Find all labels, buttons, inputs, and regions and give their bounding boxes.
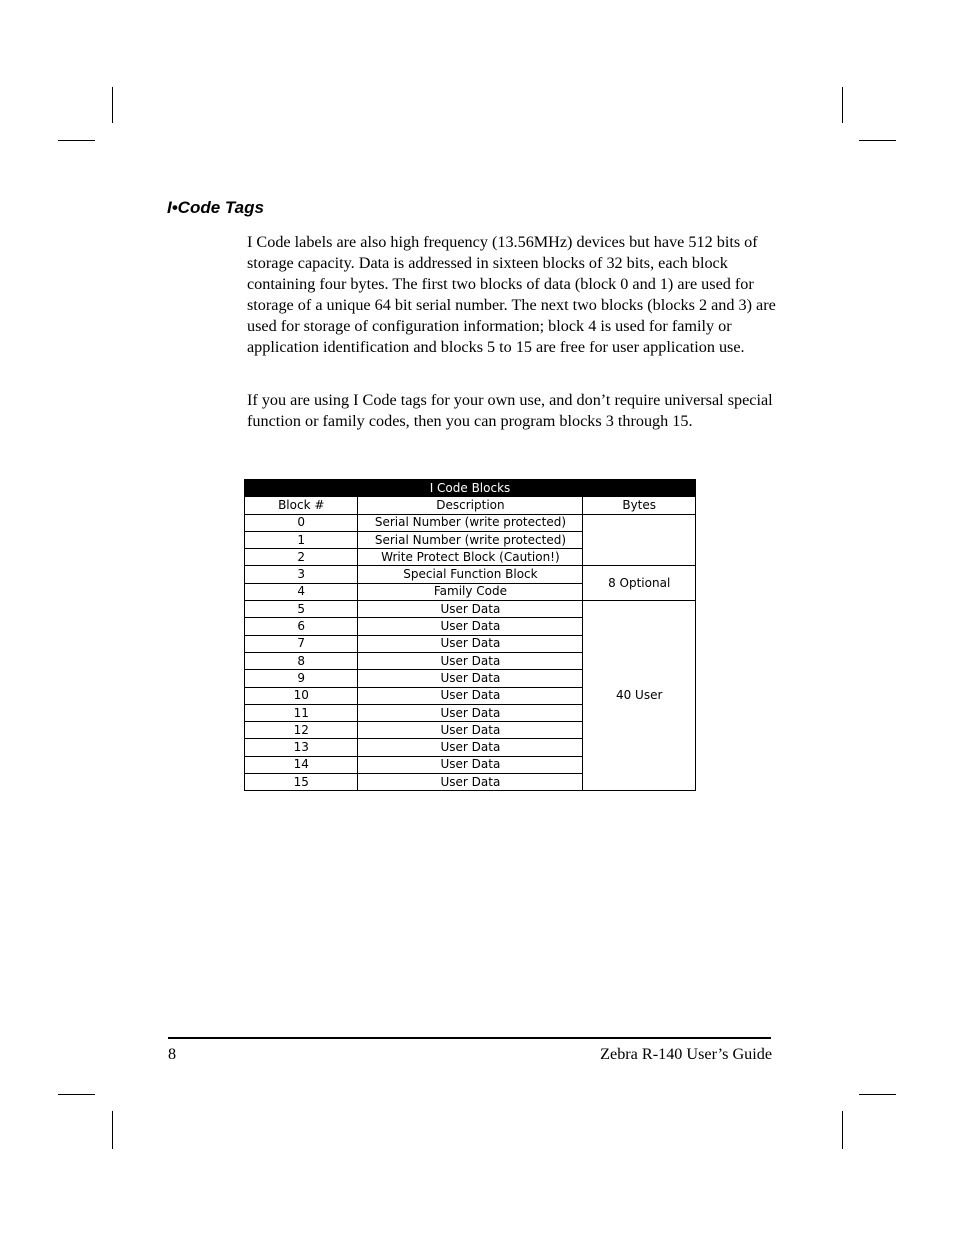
description-cell: User Data <box>358 756 583 773</box>
icode-blocks-table <box>244 479 696 791</box>
block-number-cell: 11 <box>245 704 358 721</box>
bytes-group-cell: 8 Optional <box>583 566 696 601</box>
description-cell: Family Code <box>358 583 583 600</box>
block-number-cell: 0 <box>245 514 358 531</box>
crop-mark <box>842 1111 843 1149</box>
table-row <box>245 514 696 531</box>
description-cell: User Data <box>358 704 583 721</box>
paragraph-text: I Code labels are also high frequency (13.56MHz) devices but have 512 bits of storage capacity. Data is addressed in sixteen blocks of 32 bits, each block containing four bytes. The first two blocks of data (block 0 and 1) are used for storage of a unique 64 bit serial number. The next two blocks (blocks 2 and 3) are used for storage of configuration information; block 4 is used for family or application identification and blocks 5 to 15 are free for user application use. <box>247 233 776 356</box>
page-number: 8 <box>168 1045 177 1063</box>
description-cell: Serial Number (write protected) <box>358 531 583 548</box>
table-row <box>245 566 696 583</box>
table-header-row <box>245 497 696 514</box>
body-paragraph <box>247 390 777 432</box>
crop-mark <box>842 87 843 123</box>
crop-mark <box>859 1094 896 1095</box>
bytes-group-cell: 40 User <box>583 601 696 791</box>
crop-mark <box>112 1111 113 1149</box>
block-number-cell: 14 <box>245 756 358 773</box>
block-number-cell: 6 <box>245 618 358 635</box>
block-number-cell: 10 <box>245 687 358 704</box>
block-number-cell: 3 <box>245 566 358 583</box>
block-number-cell: 5 <box>245 601 358 618</box>
description-cell: User Data <box>358 618 583 635</box>
block-number-cell: 15 <box>245 774 358 791</box>
block-number-cell: 7 <box>245 635 358 652</box>
description-cell: User Data <box>358 774 583 791</box>
guide-title: Zebra R-140 User’s Guide <box>600 1045 772 1063</box>
crop-mark <box>58 1094 95 1095</box>
crop-mark <box>58 140 95 141</box>
block-number-cell: 2 <box>245 549 358 566</box>
table-row <box>245 601 696 618</box>
block-number-cell: 9 <box>245 670 358 687</box>
block-number-cell: 8 <box>245 652 358 669</box>
crop-mark <box>859 140 896 141</box>
column-header-bytes: Bytes <box>583 497 696 514</box>
description-cell: Serial Number (write protected) <box>358 514 583 531</box>
description-cell: User Data <box>358 652 583 669</box>
bytes-group-cell <box>583 514 696 566</box>
description-cell: User Data <box>358 739 583 756</box>
footer-divider <box>168 1037 771 1039</box>
crop-mark <box>112 87 113 123</box>
table-title-row <box>245 480 696 497</box>
description-cell: User Data <box>358 635 583 652</box>
block-number-cell: 13 <box>245 739 358 756</box>
description-cell: User Data <box>358 601 583 618</box>
column-header-description: Description <box>358 497 583 514</box>
body-paragraph <box>247 232 777 358</box>
paragraph-text: If you are using I Code tags for your own use, and don’t require universal special function or family codes, then you can program blocks 3 through 15. <box>247 391 773 430</box>
column-header-block: Block # <box>245 497 358 514</box>
block-number-cell: 4 <box>245 583 358 600</box>
description-cell: User Data <box>358 722 583 739</box>
description-cell: User Data <box>358 670 583 687</box>
description-cell: Write Protect Block (Caution!) <box>358 549 583 566</box>
table-title: I Code Blocks <box>245 480 696 497</box>
block-number-cell: 12 <box>245 722 358 739</box>
section-heading: I•Code Tags <box>167 198 264 217</box>
description-cell: User Data <box>358 687 583 704</box>
description-cell: Special Function Block <box>358 566 583 583</box>
block-number-cell: 1 <box>245 531 358 548</box>
